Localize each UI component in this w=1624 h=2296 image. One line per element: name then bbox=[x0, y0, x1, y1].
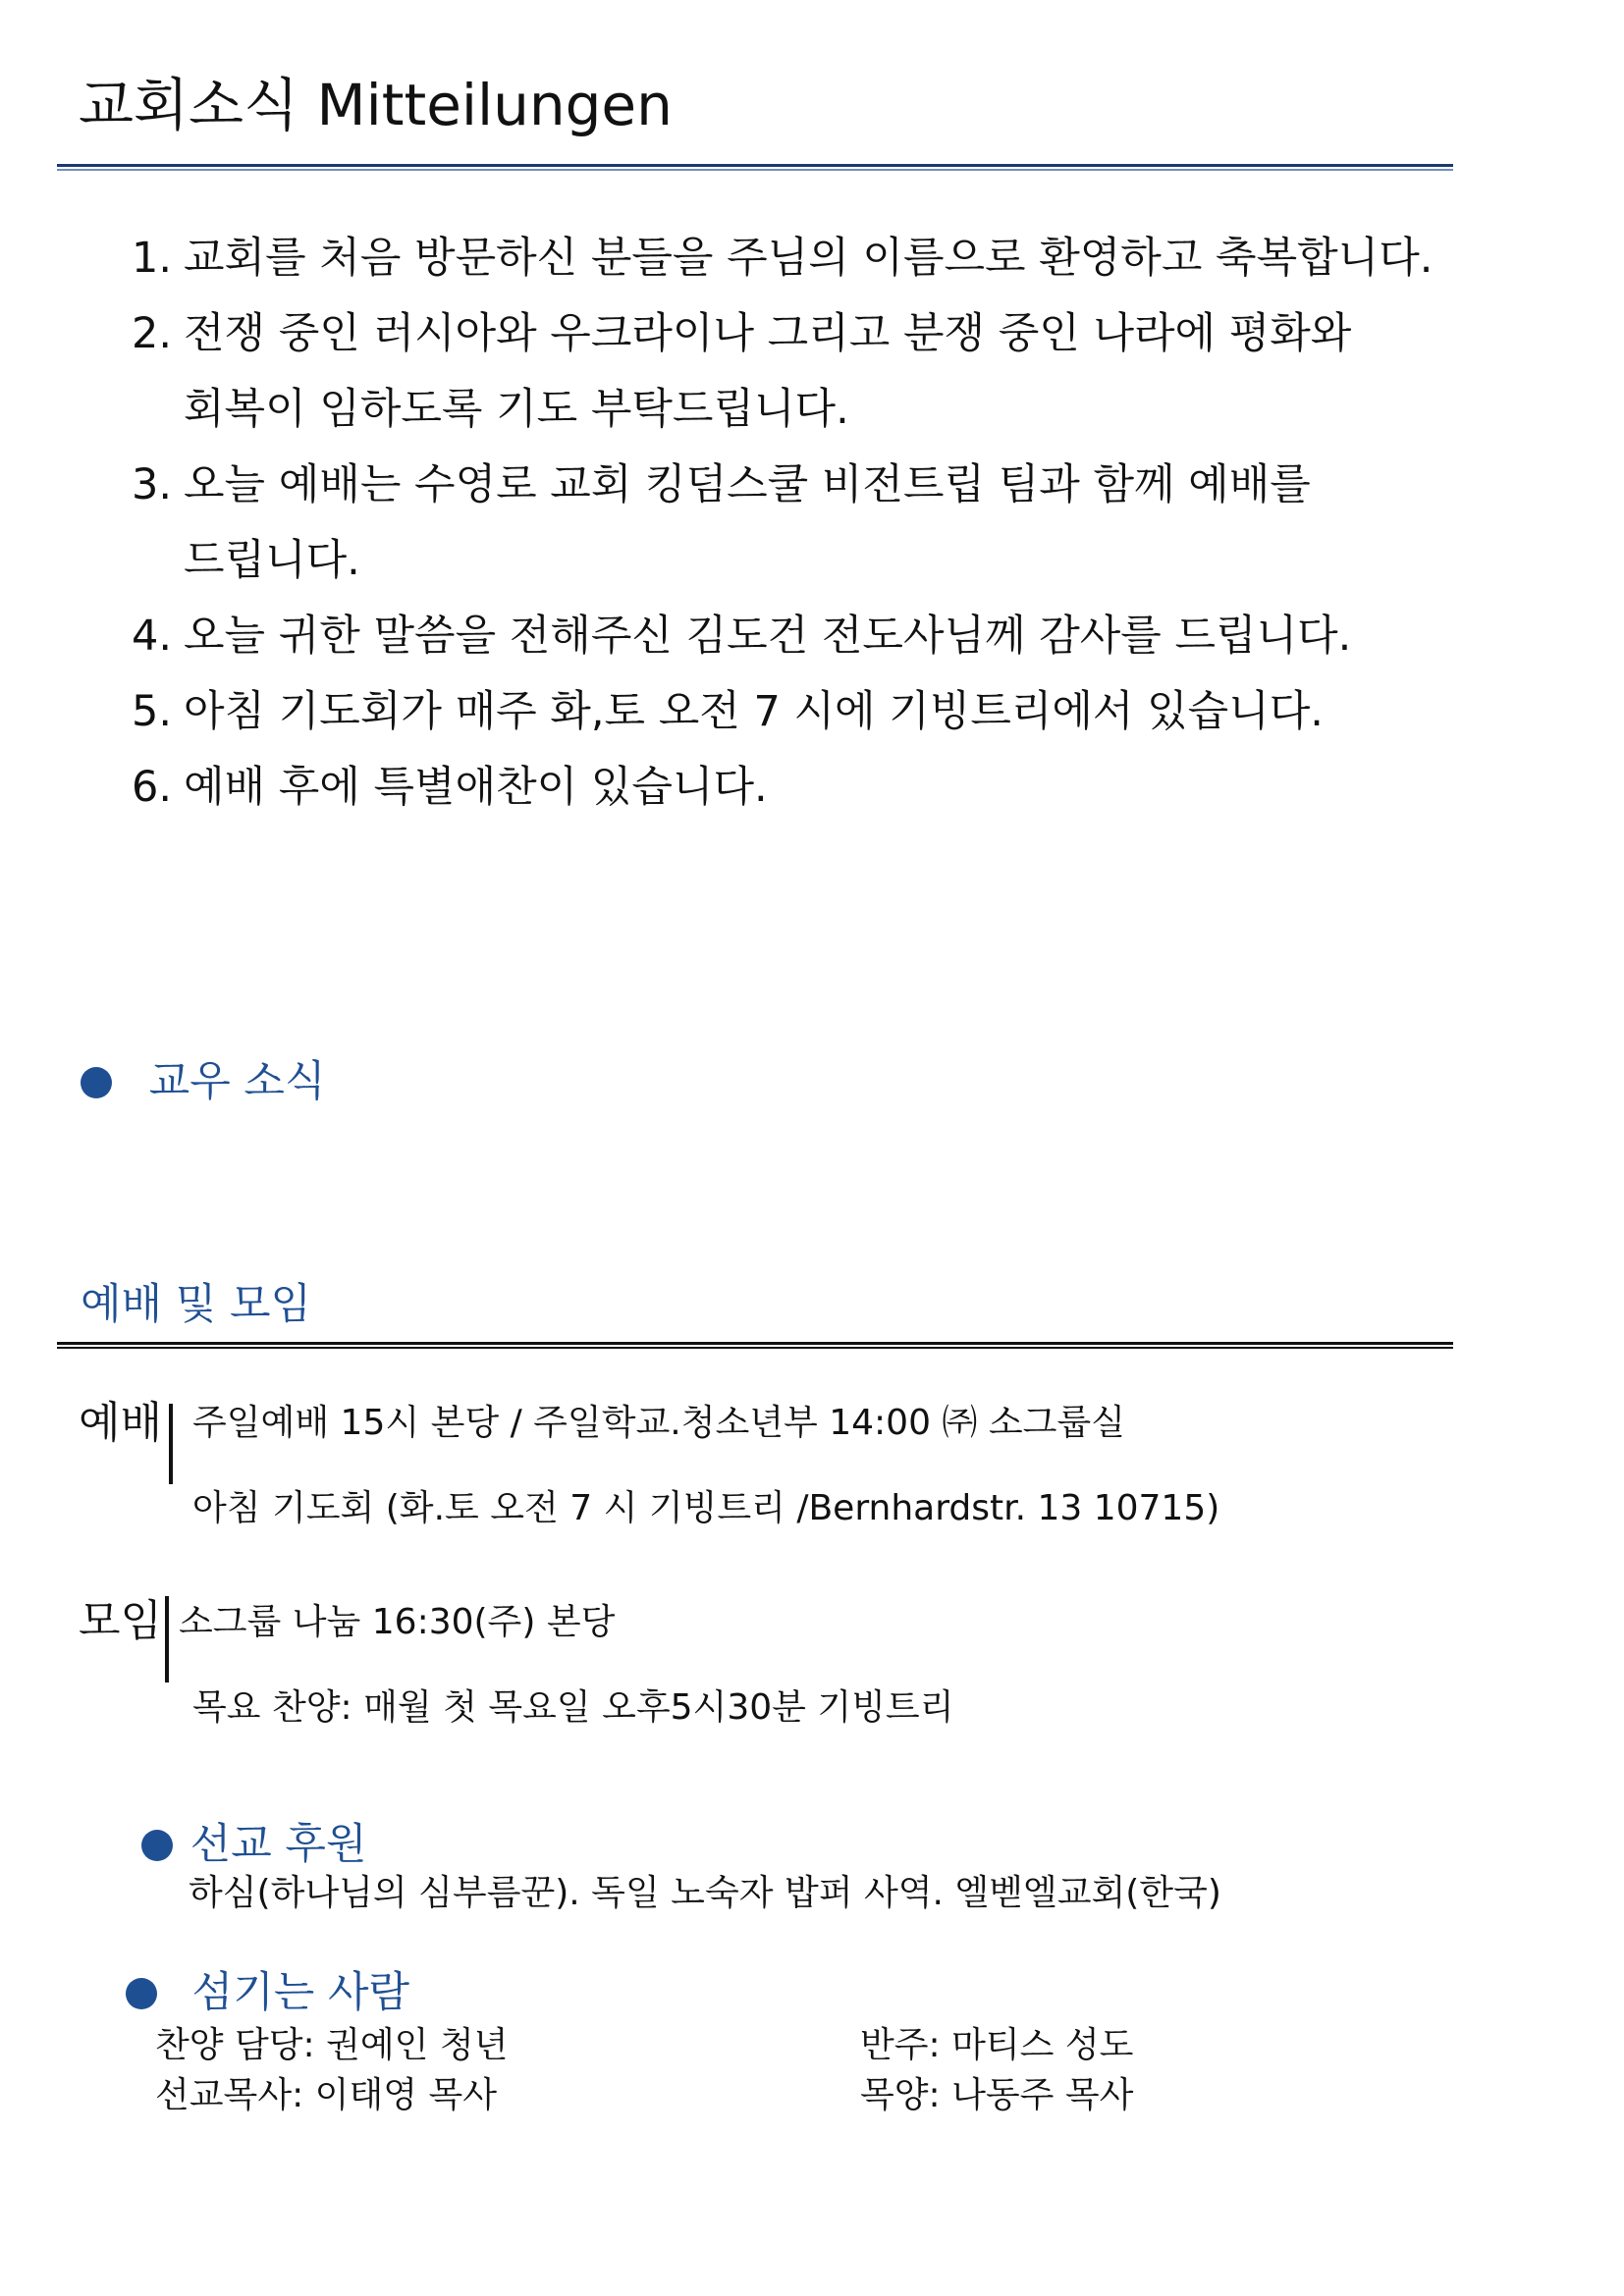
meeting-label: 모임 bbox=[79, 1596, 163, 1646]
notice-item-5: 5. 아침 기도회가 매주 화,토 오전 7 시에 기빙트리에서 있습니다. bbox=[132, 687, 1324, 736]
page-title: 교회소식 Mitteilungen bbox=[79, 72, 673, 138]
services-heading: 예배 및 모임 bbox=[81, 1280, 312, 1329]
meeting-line-1: 소그룹 나눔 16:30(주) 본당 bbox=[179, 1602, 616, 1642]
servers-heading: 섬기는 사람 bbox=[126, 1970, 409, 2014]
bullet-icon bbox=[126, 1978, 157, 2009]
meeting-bar bbox=[165, 1596, 169, 1682]
missions-heading: 선교 후원 bbox=[141, 1822, 367, 1866]
bullet-icon bbox=[141, 1830, 173, 1861]
notice-item-2: 2. 전쟁 중인 러시아와 우크라이나 그리고 분쟁 중인 나라에 평화와 bbox=[132, 309, 1352, 358]
notice-item-3-cont: 드립니다. bbox=[184, 536, 360, 585]
notice-item-6: 6. 예배 후에 특별애찬이 있습니다. bbox=[132, 763, 768, 812]
worship-line-2: 아침 기도회 (화.토 오전 7 시 기빙트리 /Bernhardstr. 13 10715) bbox=[192, 1488, 1220, 1528]
title-divider bbox=[57, 164, 1453, 172]
notice-item-3: 3. 오늘 예배는 수영로 교회 킹덤스쿨 비전트립 팀과 함께 예배를 bbox=[132, 460, 1311, 509]
worship-bar bbox=[169, 1404, 173, 1484]
server-right-1: 반주: 마티스 성도 bbox=[860, 2025, 1134, 2065]
notice-item-4: 4. 오늘 귀한 말씀을 전해주신 김도건 전도사님께 감사를 드립니다. bbox=[132, 612, 1352, 661]
bullet-icon bbox=[81, 1067, 112, 1098]
worship-line-1: 주일예배 15시 본당 / 주일학교.청소년부 14:00 ㈜ 소그룹실 bbox=[192, 1403, 1125, 1443]
server-right-2: 목양: 나동주 목사 bbox=[860, 2075, 1134, 2115]
meeting-line-2: 목요 찬양: 매월 첫 목요일 오후5시30분 기빙트리 bbox=[192, 1687, 954, 1728]
notice-item-1: 1. 교회를 처음 방문하신 분들을 주님의 이름으로 환영하고 축복합니다. bbox=[132, 234, 1434, 283]
notice-item-2-cont: 회복이 임하도록 기도 부탁드립니다. bbox=[184, 385, 849, 434]
missions-text: 하심(하나님의 심부름꾼). 독일 노숙자 밥퍼 사역. 엘벧엘교회(한국) bbox=[189, 1873, 1221, 1913]
services-divider bbox=[57, 1342, 1453, 1350]
member-news-heading: 교우 소식 bbox=[81, 1059, 326, 1103]
server-left-1: 찬양 담당: 권예인 청년 bbox=[155, 2025, 509, 2065]
server-left-2: 선교목사: 이태영 목사 bbox=[155, 2075, 497, 2115]
worship-label: 예배 bbox=[79, 1398, 163, 1448]
